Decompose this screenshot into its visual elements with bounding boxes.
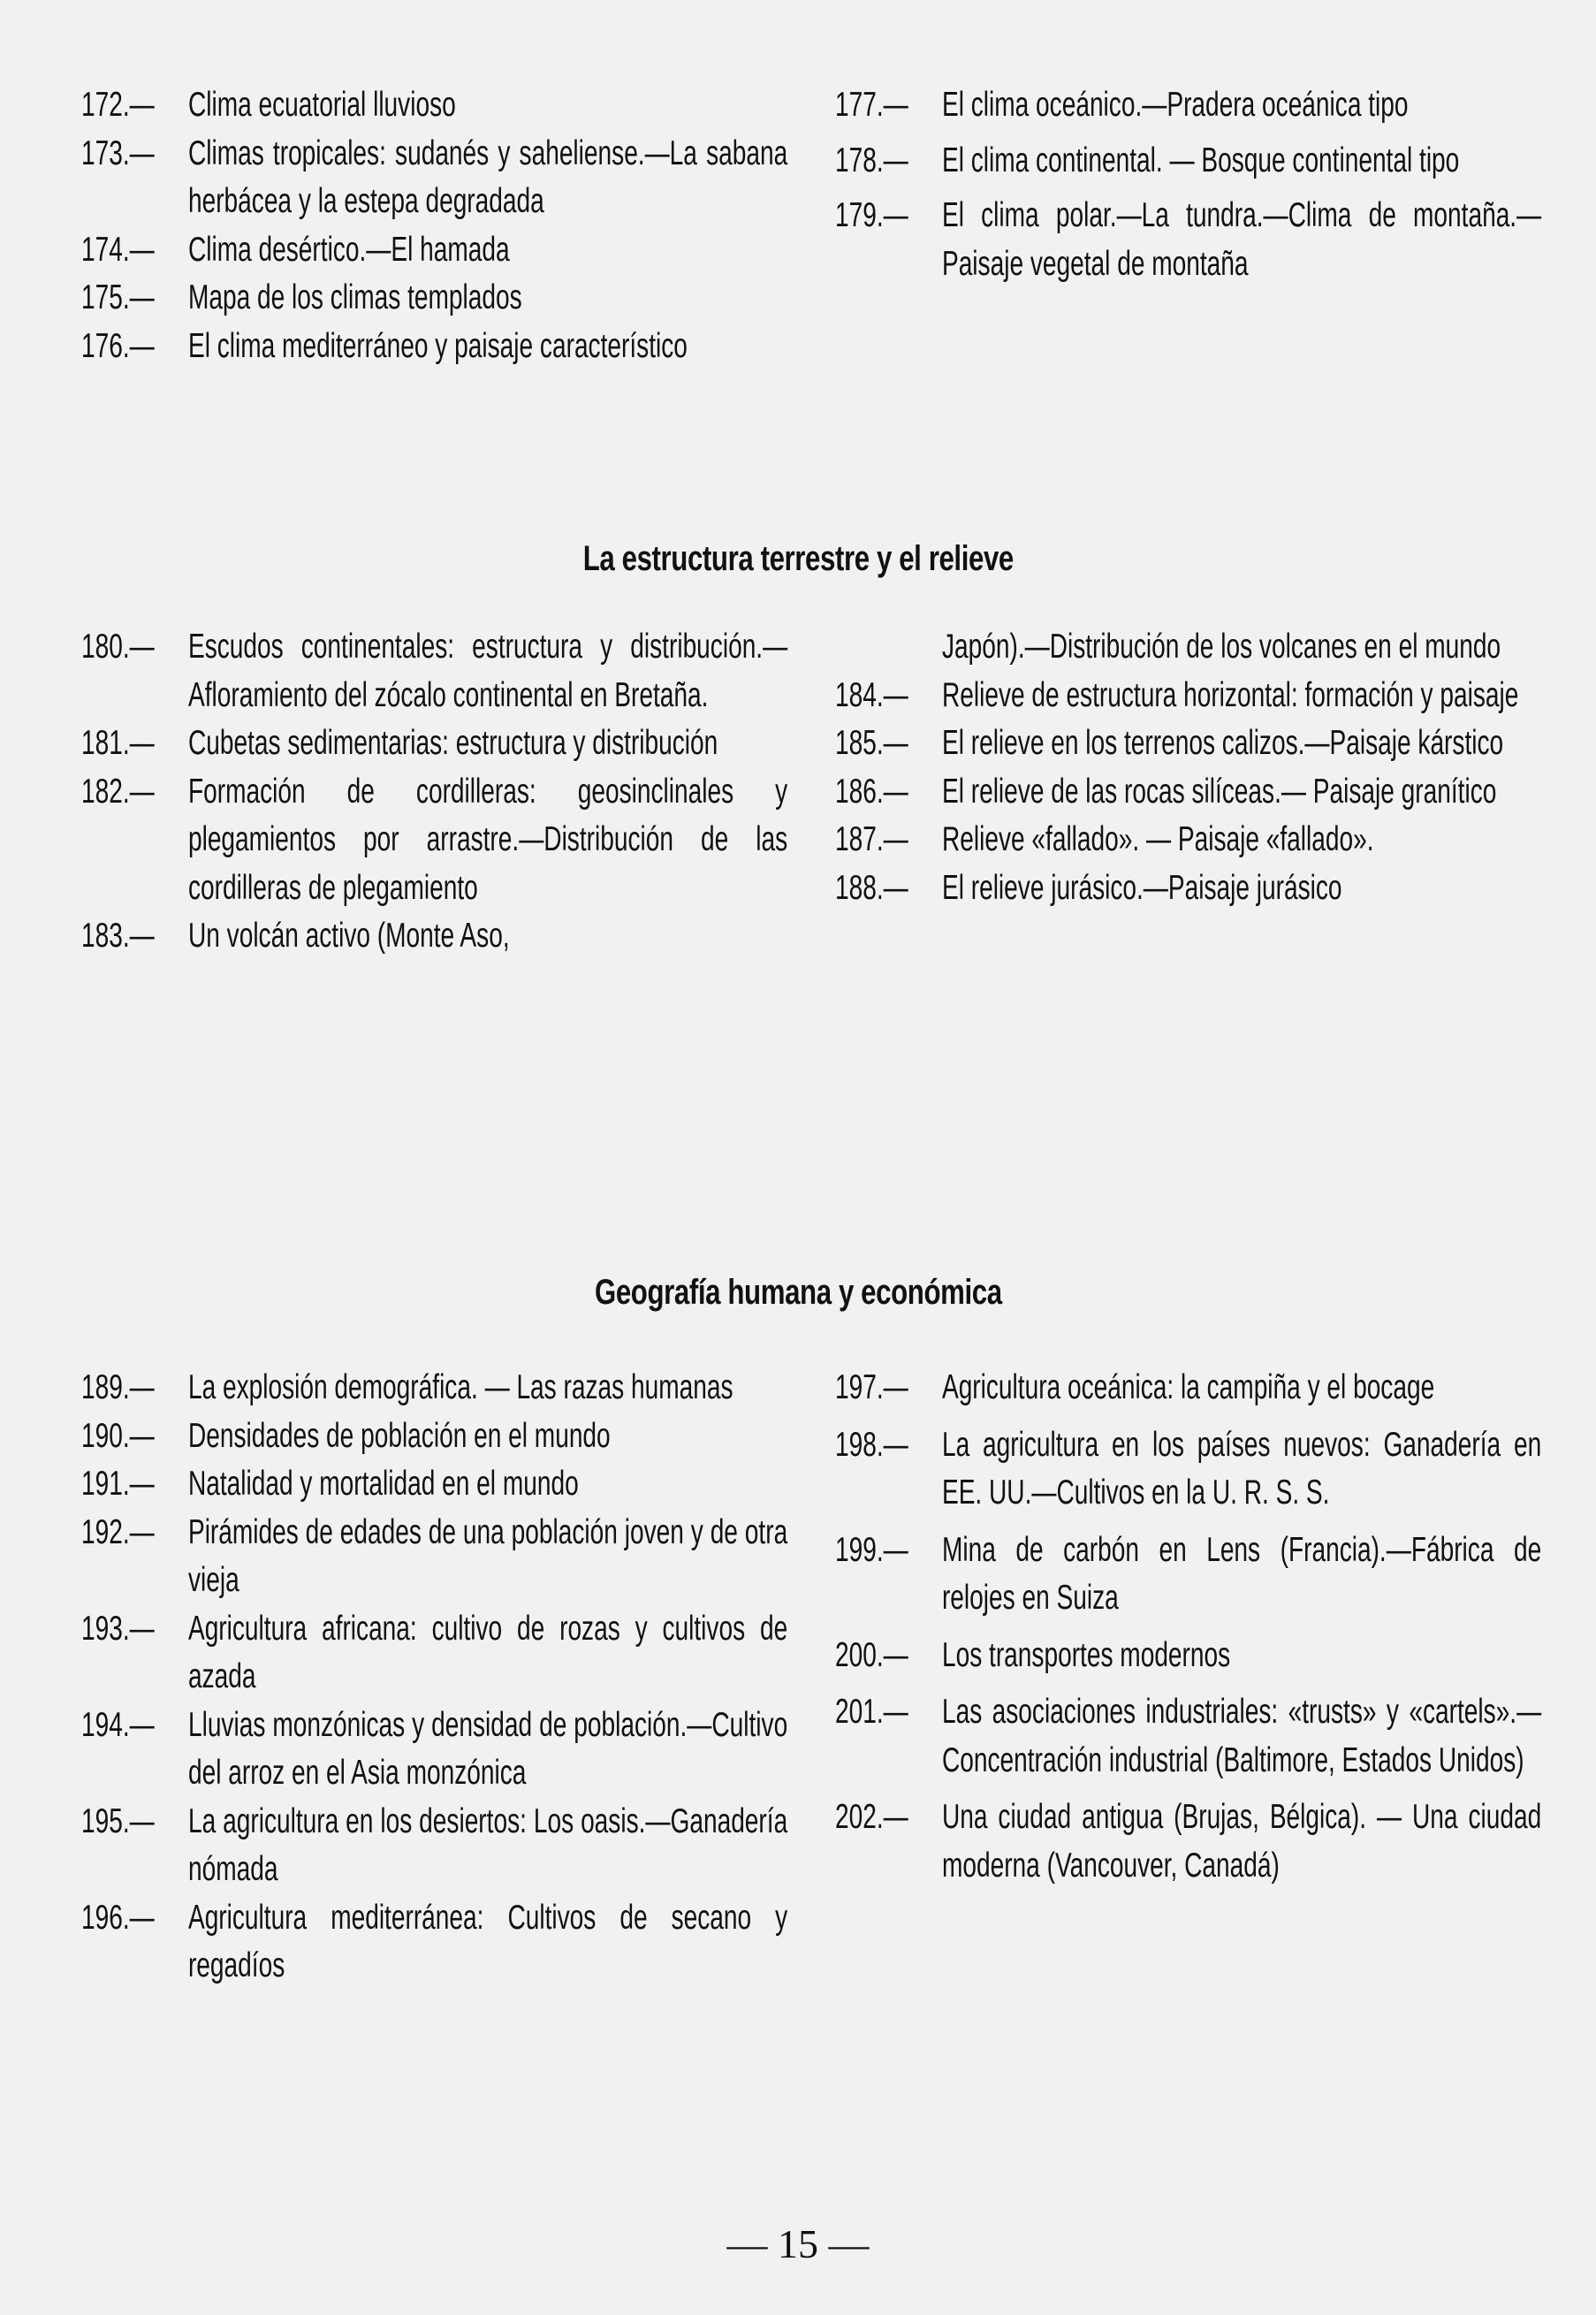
entry-text: Clima desértico.—El hamada [187,230,510,269]
list-entry [81,274,787,323]
entry-number: 183.— [81,917,155,955]
entry-text: Una ciudad antigua (Brujas, Bélgica). — Una ciudad moderna (Vancouver, Canadá) [941,1798,1542,1885]
entry-number: 172.— [81,86,155,124]
entry-number: 174.— [81,230,155,269]
entry-text: El clima polar.—La tundra.—Clima de montaña.—Paisaje vegetal de montaña [941,196,1542,283]
entry-number: 177.— [835,86,908,124]
list-entry [835,192,1541,288]
entry-text: El relieve jurásico.—Paisaje jurásico [941,868,1342,907]
entry-text: Clima ecuatorial lluvioso [187,86,456,124]
entry-text: Agricultura mediterránea: Cultivos de secano y regadíos [187,1898,788,1984]
entry-text: Japón).—Distribución de los volcanes en el mundo [941,628,1501,666]
list-entry [81,912,787,961]
list-entry [81,1702,787,1798]
list-entry [835,1421,1541,1518]
entry-number: 192.— [81,1512,155,1551]
section-heading-text: Geografía humana y económica [594,1273,1002,1312]
list-entry [835,768,1541,817]
entry-number: 176.— [81,326,155,365]
entry-text: La explosión demográfica. — Las razas humanas [187,1368,733,1406]
list-entry [81,1509,787,1605]
entry-number: 187.— [835,820,908,858]
list-entry [81,1798,787,1894]
entry-text: Climas tropicales: sudanés y saheliense.—La sabana herbácea y la estepa degradada [187,133,788,220]
entry-text: Lluvias monzónicas y densidad de población.—Cultivo del arroz en el Asia monzónica [187,1705,788,1792]
relief-right-column [835,623,1541,912]
list-entry [835,720,1541,768]
entry-number: 191.— [81,1465,155,1503]
entry-text: Relieve de estructura horizontal: formación y paisaje [941,675,1519,714]
list-entry [81,768,787,913]
entry-number: 181.— [81,724,155,762]
entry-number: 173.— [81,133,155,172]
list-entry [835,1364,1541,1413]
list-entry [835,1793,1541,1890]
entry-text: Mina de carbón en Lens (Francia).—Fábrica de relojes en Suiza [941,1530,1542,1617]
entry-number: 202.— [835,1798,908,1836]
list-entry [835,1527,1541,1623]
section-heading-human [0,1273,1596,1313]
section-heading-relief [0,539,1596,579]
list-entry [81,1413,787,1461]
list-entry [81,1894,787,1991]
list-entry [835,137,1541,186]
list-entry [81,1605,787,1702]
list-entry [835,1688,1541,1785]
entry-text: Los transportes modernos [941,1635,1231,1674]
entry-number: 196.— [81,1898,155,1937]
list-entry [81,1364,787,1413]
entry-number: 190.— [81,1416,155,1455]
entry-text: Escudos continentales: estructura y distribución.—Afloramiento del zócalo continental en Bretaña. [187,628,788,714]
entry-text: Natalidad y mortalidad en el mundo [187,1465,579,1503]
section-heading-text: La estructura terrestre y el relieve [582,539,1014,578]
list-entry [835,81,1541,130]
entry-number: 200.— [835,1635,908,1674]
entry-text: Pirámides de edades de una población joven y de otra vieja [187,1512,788,1599]
entry-text: El clima oceánico.—Pradera oceánica tipo [941,86,1409,124]
entry-number: 178.— [835,141,908,179]
entry-text: Relieve «fallado». — Paisaje «fallado». [941,820,1374,858]
entry-text: El clima continental. — Bosque continental tipo [941,141,1460,179]
entry-number: 198.— [835,1425,908,1464]
list-entry [81,81,787,130]
entry-number: 189.— [81,1368,155,1406]
page-number: — 15 — [726,2221,870,2266]
entry-text: Densidades de población en el mundo [187,1416,611,1455]
entry-text: Agricultura oceánica: la campiña y el bocage [941,1368,1435,1406]
entry-number: 184.— [835,675,908,714]
climate-right-column [835,81,1541,288]
list-entry [835,1632,1541,1680]
list-entry [835,864,1541,913]
entry-number: 195.— [81,1801,155,1840]
entry-text: Cubetas sedimentarias: estructura y distribución [187,724,718,762]
entry-text: El relieve en los terrenos calizos.—Paisaje kárstico [941,724,1504,762]
relief-left-column [81,623,787,961]
entry-number: 199.— [835,1530,908,1569]
climate-left-column [81,81,787,370]
entry-number: 185.— [835,724,908,762]
list-entry [835,816,1541,864]
entry-text: La agricultura en los desiertos: Los oasis.—Ganadería nómada [187,1801,788,1888]
list-entry [835,672,1541,720]
entry-text: El relieve de las rocas silíceas.— Paisaje granítico [941,772,1497,811]
entry-text: Las asociaciones industriales: «trusts» y «cartels».—Concentración industrial (Baltimore, Estados Unidos) [941,1693,1542,1779]
human-right-column [835,1364,1541,1890]
entry-number: 182.— [81,772,155,811]
list-entry [81,1460,787,1509]
entry-number: 193.— [81,1609,155,1648]
list-entry [81,623,787,720]
list-entry [81,130,787,226]
entry-number: 194.— [81,1705,155,1744]
entry-text: Un volcán activo (Monte Aso, [187,917,510,955]
entry-text: La agricultura en los países nuevos: Ganadería en EE. UU.—Cultivos en la U. R. S. S. [941,1425,1542,1512]
entry-text: Formación de cordilleras: geosinclinales y plegamientos por arrastre.—Distribución de las cordilleras de plegamiento [187,772,788,907]
entry-number: 201.— [835,1693,908,1731]
entry-number: 186.— [835,772,908,811]
entry-number: 179.— [835,196,908,234]
list-entry [81,323,787,371]
list-entry [81,720,787,768]
entry-number: 180.— [81,628,155,666]
entry-text: Mapa de los climas templados [187,278,522,316]
entry-number: 188.— [835,868,908,907]
entry-text: El clima mediterráneo y paisaje característico [187,326,688,365]
entry-number: 175.— [81,278,155,316]
list-entry [81,226,787,275]
entry-text: Agricultura africana: cultivo de rozas y cultivos de azada [187,1609,788,1695]
entry-number: 197.— [835,1368,908,1406]
human-left-column [81,1364,787,1991]
list-entry-continuation [835,623,1541,672]
